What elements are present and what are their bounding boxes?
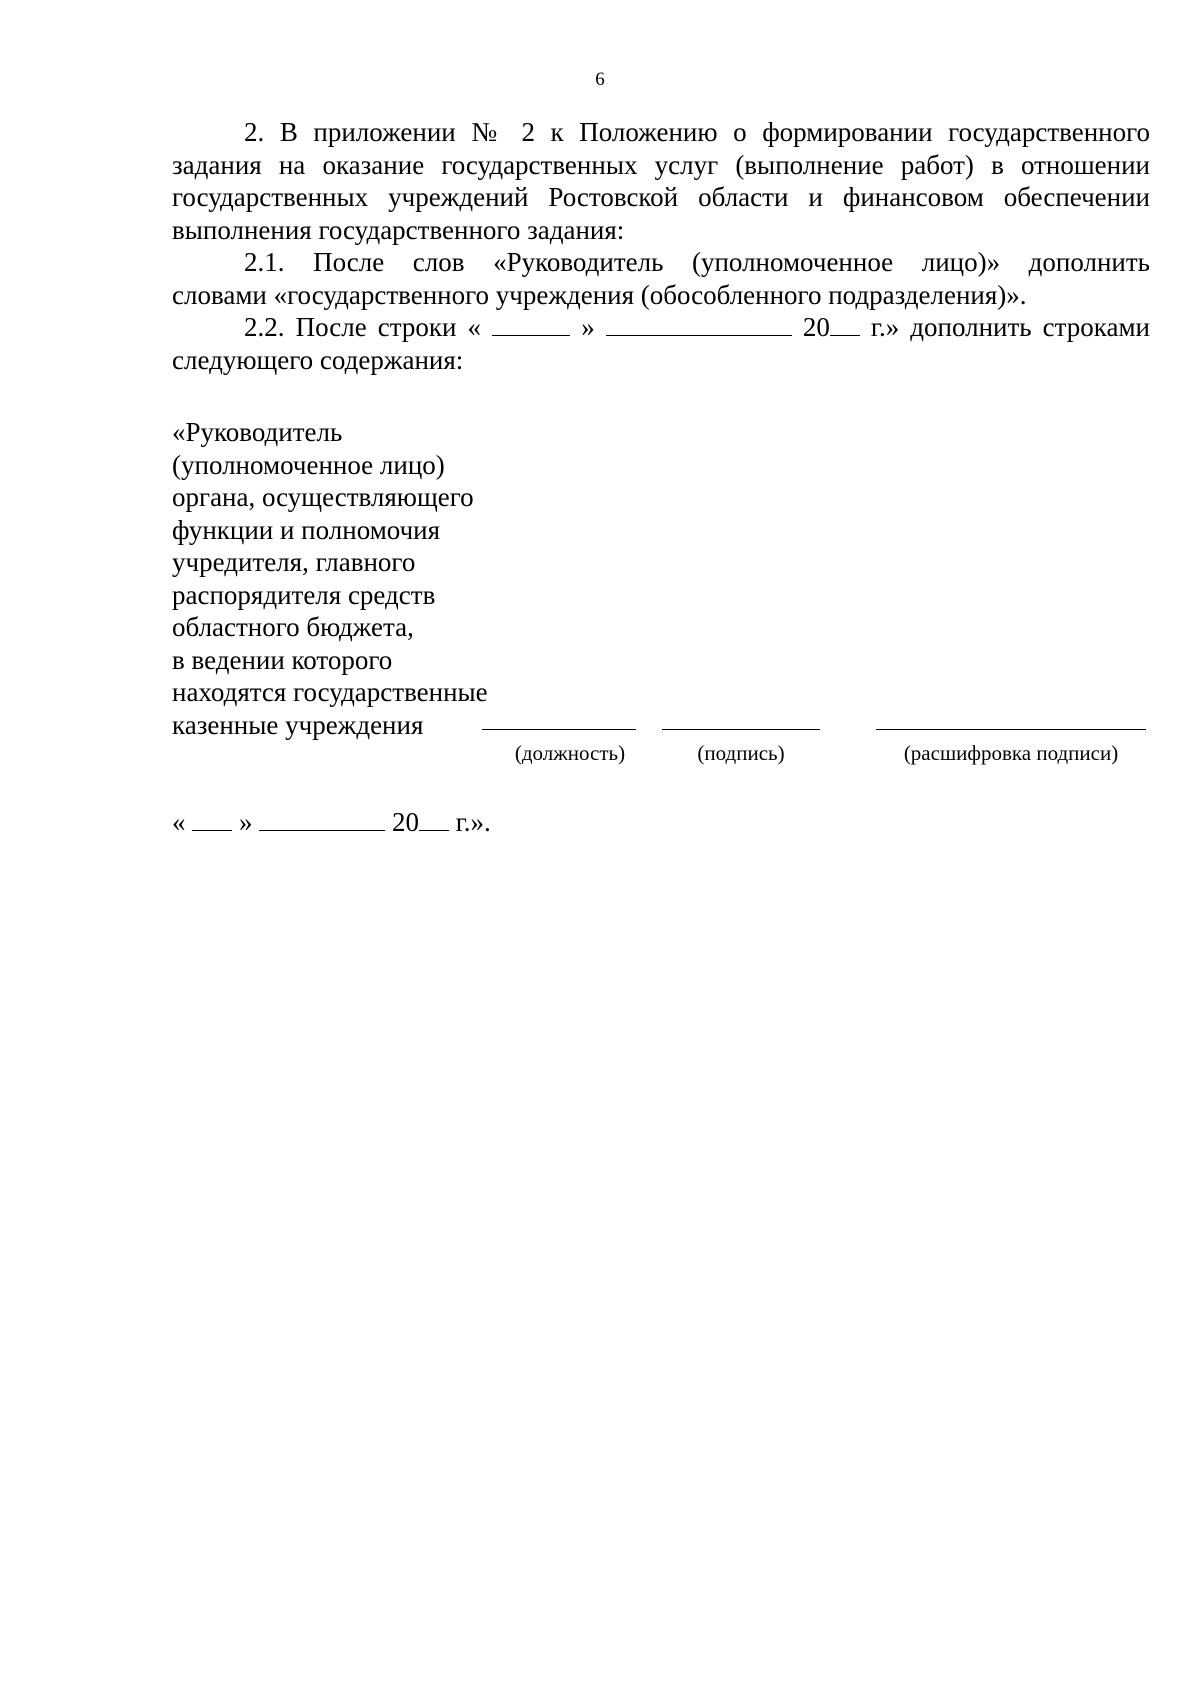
signatory-line: казенные учреждения xyxy=(172,709,424,740)
signatory-line: учредителя, главного xyxy=(172,547,416,577)
signatory-line: находятся государственные xyxy=(172,677,488,707)
paragraph-2-2-year: 20 xyxy=(803,312,860,342)
paragraph-2-1 xyxy=(172,246,1150,311)
signature-blank-line xyxy=(662,729,820,730)
decoding-caption: (расшифровка подписи) xyxy=(903,741,1119,765)
date-year-blank-line xyxy=(419,808,449,831)
paragraph-2-2-prefix: 2.2. После строки « xyxy=(244,312,482,342)
date-suffix: г.». xyxy=(455,807,491,837)
closing-date-line xyxy=(172,806,491,839)
signature-caption: (подпись) xyxy=(697,741,785,765)
date-month-blank-line xyxy=(259,808,385,831)
year-blank-line xyxy=(830,313,860,336)
signatory-line: в ведении которого xyxy=(172,644,393,675)
paragraph-2-1-line-1: 2.1. После слов «Руководитель (уполномоченное лицо)» дополнить xyxy=(244,247,1150,277)
paragraph-2-2-suffix: г.» дополнить строками xyxy=(870,312,1151,342)
signatory-line: областного бюджета, xyxy=(172,612,414,642)
page-number: 6 xyxy=(595,69,605,90)
paragraph-2 xyxy=(172,116,1150,246)
paragraph-2-1-line-2: словами «государственного учреждения (обособленного подразделения)». xyxy=(172,279,1027,310)
paragraph-2-2-line-1 xyxy=(172,311,1150,344)
date-day-blank-line xyxy=(192,808,232,831)
signatory-line: (уполномоченное лицо) xyxy=(172,449,445,480)
paragraph-2-2-line-2: следующего содержания: xyxy=(172,344,464,375)
signatory-line: «Руководитель xyxy=(172,417,343,447)
position-caption: (должность) xyxy=(514,741,626,765)
date-open-quote: « xyxy=(172,807,186,837)
date-close-quote: » xyxy=(239,807,253,837)
position-blank-line xyxy=(482,729,636,730)
day-blank-line xyxy=(492,313,570,336)
paragraph-2-line-4: выполнения государственного задания: xyxy=(172,214,625,245)
paragraph-2-line-2: задания на оказание государственных услуг (выполнение работ) в отношении xyxy=(172,149,1150,180)
signatory-line: органа, осуществляющего xyxy=(172,482,474,512)
paragraph-2-2-close-quote: » xyxy=(581,312,595,342)
signatory-line: функции и полномочия xyxy=(172,514,441,545)
decoding-blank-line xyxy=(876,729,1146,730)
signatory-title xyxy=(172,416,488,741)
paragraph-2-line-1: 2. В приложении № 2 к Положению о формировании государственного xyxy=(244,117,1150,147)
paragraph-2-line-3: государственных учреждений Ростовской области и финансовом обеспечении xyxy=(172,182,1150,212)
signatory-line: распорядителя средств xyxy=(172,579,436,610)
month-blank-line xyxy=(606,313,792,336)
date-year: 20 xyxy=(392,807,449,837)
paragraph-2-2 xyxy=(172,311,1150,376)
